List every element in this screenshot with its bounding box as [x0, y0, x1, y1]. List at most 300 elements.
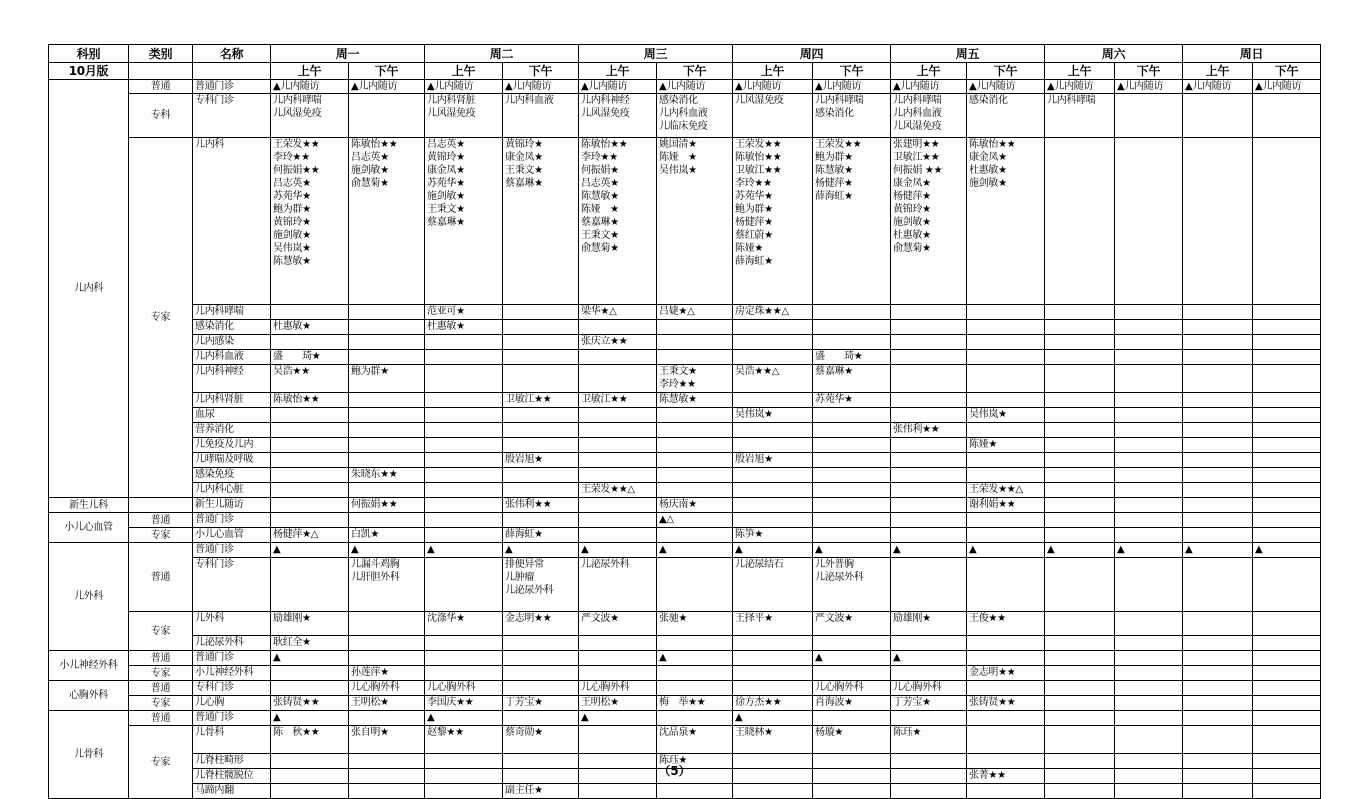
schedule-cell: [1045, 453, 1115, 468]
schedule-cell: [1115, 423, 1183, 438]
schedule-cell: [967, 711, 1045, 726]
header-row: [49, 45, 1321, 63]
schedule-cell: 儿泌尿结石: [733, 558, 813, 612]
schedule-cell: 儿泌尿外科: [579, 558, 657, 612]
schedule-cell: [813, 666, 891, 681]
header-day: 周五: [891, 45, 1045, 63]
schedule-cell: [579, 784, 657, 799]
clinic-name: 儿心胸: [193, 696, 271, 711]
clinic-name: 普通门诊: [193, 543, 271, 558]
schedule-cell: [657, 483, 733, 498]
clinic-name: 小儿神经外科: [193, 666, 271, 681]
schedule-cell: [967, 393, 1045, 408]
schedule-cell: [1253, 468, 1321, 483]
schedule-cell: [1253, 138, 1321, 305]
schedule-cell: [425, 666, 503, 681]
schedule-cell: [813, 335, 891, 350]
schedule-cell: 张建明★★ 卫敏江★★ 何振娟 ★★ 康金凤★ 杨健萍★ 黄锦玲★ 施剑敏★ 杜惠敏★ 俞慧菊★: [891, 138, 967, 305]
schedule-cell: ▲: [503, 543, 579, 558]
schedule-row: [49, 453, 1321, 468]
schedule-cell: ▲: [1183, 543, 1253, 558]
schedule-cell: [891, 408, 967, 423]
schedule-cell: 吴浩★★: [271, 365, 349, 393]
schedule-cell: [579, 365, 657, 393]
schedule-cell: [967, 468, 1045, 483]
schedule-cell: [967, 681, 1045, 696]
schedule-cell: [425, 393, 503, 408]
pm-label: 下午: [813, 63, 891, 80]
schedule-cell: 陈敏怡★★: [271, 393, 349, 408]
schedule-cell: [657, 423, 733, 438]
schedule-cell: ▲: [1253, 543, 1321, 558]
schedule-row: [49, 636, 1321, 651]
schedule-cell: [271, 453, 349, 468]
schedule-cell: 陈 秋★★: [271, 726, 349, 754]
schedule-cell: [503, 636, 579, 651]
header-day: 周四: [733, 45, 891, 63]
am-label: 上午: [271, 63, 349, 80]
clinic-name: 儿内科神经: [193, 365, 271, 393]
schedule-cell: [1115, 393, 1183, 408]
schedule-cell: [1183, 138, 1253, 305]
schedule-cell: [1183, 320, 1253, 335]
schedule-cell: [967, 784, 1045, 799]
schedule-row: [49, 513, 1321, 528]
schedule-cell: [503, 335, 579, 350]
schedule-cell: [1045, 365, 1115, 393]
schedule-cell: [1183, 612, 1253, 636]
schedule-cell: ▲: [891, 543, 967, 558]
schedule-cell: [1045, 612, 1115, 636]
schedule-cell: [891, 528, 967, 543]
category-cell: 专家: [129, 528, 193, 543]
schedule-cell: [1045, 408, 1115, 423]
schedule-cell: [579, 666, 657, 681]
clinic-name: 儿免疫及儿内: [193, 438, 271, 453]
schedule-cell: [579, 513, 657, 528]
schedule-cell: 金志明★★: [503, 612, 579, 636]
schedule-cell: [967, 423, 1045, 438]
schedule-cell: [1183, 438, 1253, 453]
schedule-cell: [503, 320, 579, 335]
schedule-cell: 王晓林★: [733, 726, 813, 754]
schedule-cell: [657, 784, 733, 799]
schedule-cell: [733, 651, 813, 666]
schedule-row: [49, 350, 1321, 365]
schedule-cell: [425, 558, 503, 612]
schedule-cell: [1115, 365, 1183, 393]
schedule-cell: [1183, 498, 1253, 513]
category-cell: 普通: [129, 681, 193, 696]
schedule-cell: [1253, 393, 1321, 408]
schedule-cell: [967, 453, 1045, 468]
pm-label: 下午: [967, 63, 1045, 80]
clinic-name: 儿哮喘及呼吸: [193, 453, 271, 468]
clinic-name: 儿内感染: [193, 335, 271, 350]
am-label: 上午: [579, 63, 657, 80]
schedule-cell: [1183, 94, 1253, 138]
category-cell: 普通: [129, 513, 193, 528]
schedule-cell: [813, 498, 891, 513]
schedule-cell: [1183, 696, 1253, 711]
schedule-cell: [967, 365, 1045, 393]
am-label: 上午: [1183, 63, 1253, 80]
schedule-row: [49, 365, 1321, 393]
schedule-cell: [579, 408, 657, 423]
schedule-cell: ▲: [271, 543, 349, 558]
schedule-cell: 赵黎★★: [425, 726, 503, 754]
schedule-cell: 金志明★★: [967, 666, 1045, 681]
clinic-name: 儿内科肾脏: [193, 393, 271, 408]
schedule-cell: 杜惠敏★: [425, 320, 503, 335]
schedule-cell: ▲: [657, 543, 733, 558]
schedule-cell: [349, 350, 425, 365]
schedule-cell: [271, 558, 349, 612]
schedule-cell: [1045, 696, 1115, 711]
schedule-cell: 孙莲萍★: [349, 666, 425, 681]
schedule-cell: ▲: [733, 711, 813, 726]
schedule-cell: [1183, 711, 1253, 726]
schedule-cell: [1183, 365, 1253, 393]
schedule-cell: [1183, 784, 1253, 799]
schedule-cell: 范亚可★: [425, 305, 503, 320]
clinic-name: 儿脊柱髋脱位: [193, 769, 271, 784]
schedule-cell: [1253, 365, 1321, 393]
schedule-cell: [503, 651, 579, 666]
schedule-cell: [579, 468, 657, 483]
schedule-cell: 梅 举★★: [657, 696, 733, 711]
schedule-cell: [1045, 711, 1115, 726]
schedule-cell: [1115, 335, 1183, 350]
schedule-cell: 徐方杰★★: [733, 696, 813, 711]
schedule-cell: ▲: [425, 711, 503, 726]
schedule-cell: [579, 320, 657, 335]
schedule-cell: [733, 350, 813, 365]
category-cell: 专家: [129, 696, 193, 711]
schedule-cell: 卫敏江★★: [579, 393, 657, 408]
schedule-cell: [1115, 468, 1183, 483]
schedule-cell: [579, 726, 657, 754]
pm-label: 下午: [657, 63, 733, 80]
header-category: 类别: [129, 45, 193, 63]
schedule-cell: [1115, 498, 1183, 513]
schedule-cell: [349, 94, 425, 138]
schedule-cell: [1253, 335, 1321, 350]
schedule-cell: [1183, 423, 1253, 438]
schedule-cell: [967, 513, 1045, 528]
schedule-cell: [1115, 726, 1183, 754]
schedule-cell: 张伟利★★: [503, 498, 579, 513]
schedule-cell: [503, 666, 579, 681]
schedule-cell: [1253, 711, 1321, 726]
schedule-row: [49, 408, 1321, 423]
schedule-cell: [1183, 468, 1253, 483]
subheader-row: [49, 63, 1321, 80]
schedule-cell: 陈敏怡★★ 李玲★★ 何振娟★ 吕志英★ 陈慧敏★ 陈娅 ★ 蔡嘉琳★ 王秉文★ 俞慧菊★: [579, 138, 657, 305]
schedule-cell: [579, 498, 657, 513]
schedule-cell: [271, 513, 349, 528]
schedule-cell: [891, 350, 967, 365]
schedule-cell: [1253, 784, 1321, 799]
schedule-cell: ▲儿内随访: [271, 80, 349, 94]
schedule-cell: [1045, 438, 1115, 453]
clinic-name: 普通门诊: [193, 513, 271, 528]
schedule-cell: ▲儿内随访: [503, 80, 579, 94]
schedule-cell: 儿内科哮喘: [1045, 94, 1115, 138]
schedule-cell: [349, 513, 425, 528]
schedule-cell: [657, 468, 733, 483]
version-label: 10月版: [49, 63, 129, 80]
schedule-cell: [1115, 666, 1183, 681]
schedule-row: [49, 681, 1321, 696]
pm-label: 下午: [349, 63, 425, 80]
schedule-cell: [503, 408, 579, 423]
schedule-cell: 李国庆★★: [425, 696, 503, 711]
schedule-row: [49, 528, 1321, 543]
header-day: 周日: [1183, 45, 1321, 63]
dept-ernei: 儿内科: [49, 80, 129, 498]
schedule-cell: 儿心胸外科: [891, 681, 967, 696]
schedule-cell: [967, 726, 1045, 754]
schedule-cell: [349, 651, 425, 666]
header-day: 周二: [425, 45, 579, 63]
schedule-cell: [1253, 651, 1321, 666]
schedule-cell: [657, 711, 733, 726]
schedule-row: [49, 558, 1321, 612]
schedule-cell: [503, 365, 579, 393]
schedule-cell: 感染消化: [967, 94, 1045, 138]
schedule-cell: 王择平★: [733, 612, 813, 636]
schedule-cell: [503, 305, 579, 320]
schedule-cell: [733, 320, 813, 335]
schedule-cell: [891, 666, 967, 681]
schedule-cell: [1115, 483, 1183, 498]
clinic-name: 小儿心血管: [193, 528, 271, 543]
schedule-cell: ▲: [425, 543, 503, 558]
schedule-cell: 白凯★: [349, 528, 425, 543]
schedule-cell: 房定珠★★△: [733, 305, 813, 320]
schedule-row: [49, 94, 1321, 138]
schedule-cell: [1183, 681, 1253, 696]
schedule-cell: [967, 305, 1045, 320]
schedule-cell: ▲: [891, 651, 967, 666]
clinic-name: 普通门诊: [193, 80, 271, 94]
schedule-cell: [425, 784, 503, 799]
schedule-cell: 张庆立★★: [579, 335, 657, 350]
schedule-cell: 严文波★: [813, 612, 891, 636]
schedule-cell: 沈品泉★: [657, 726, 733, 754]
schedule-cell: [425, 453, 503, 468]
clinic-name: 儿内科血液: [193, 350, 271, 365]
schedule-cell: [1045, 335, 1115, 350]
schedule-cell: [813, 784, 891, 799]
schedule-cell: 丁芳宝★: [503, 696, 579, 711]
schedule-cell: 王明松★: [349, 696, 425, 711]
blank-cell: [193, 63, 271, 80]
schedule-cell: ▲: [657, 651, 733, 666]
schedule-cell: [425, 636, 503, 651]
schedule-cell: [1115, 408, 1183, 423]
schedule-cell: [1253, 483, 1321, 498]
schedule-cell: [425, 513, 503, 528]
header-name: 名称: [193, 45, 271, 63]
schedule-cell: [425, 528, 503, 543]
schedule-cell: [425, 438, 503, 453]
clinic-name: 专科门诊: [193, 681, 271, 696]
schedule-cell: [1045, 513, 1115, 528]
schedule-cell: [349, 612, 425, 636]
schedule-cell: [813, 305, 891, 320]
page-number: （5）: [658, 764, 691, 778]
schedule-cell: [1045, 350, 1115, 365]
schedule-cell: [1115, 320, 1183, 335]
schedule-cell: [1045, 636, 1115, 651]
schedule-cell: [1183, 636, 1253, 651]
schedule-cell: 杨璇★: [813, 726, 891, 754]
category-cell: 普通: [129, 543, 193, 612]
clinic-name: 儿泌尿外科: [193, 636, 271, 651]
schedule-row: [49, 666, 1321, 681]
schedule-cell: 王荣发★★△: [967, 483, 1045, 498]
schedule-cell: [1253, 408, 1321, 423]
schedule-cell: 儿心胸外科: [579, 681, 657, 696]
schedule-cell: [1045, 726, 1115, 754]
dept-ortho: 儿骨科: [49, 711, 129, 799]
schedule-cell: [349, 453, 425, 468]
dept-surgery: 儿外科: [49, 543, 129, 651]
schedule-cell: [1115, 636, 1183, 651]
header-day: 周六: [1045, 45, 1183, 63]
schedule-cell: [813, 453, 891, 468]
schedule-cell: ▲: [579, 543, 657, 558]
schedule-cell: 感染消化 儿内科血液 儿临床免疫: [657, 94, 733, 138]
schedule-cell: [1183, 558, 1253, 612]
schedule-cell: [1045, 666, 1115, 681]
schedule-cell: 朱晓东★★: [349, 468, 425, 483]
schedule-cell: [349, 408, 425, 423]
schedule-cell: ▲儿内随访: [349, 80, 425, 94]
schedule-cell: [579, 636, 657, 651]
schedule-cell: [503, 681, 579, 696]
schedule-cell: [813, 408, 891, 423]
schedule-cell: [1045, 320, 1115, 335]
clinic-name: 儿外科: [193, 612, 271, 636]
schedule-cell: [503, 438, 579, 453]
schedule-cell: [657, 666, 733, 681]
schedule-cell: 陈慧敏★: [657, 393, 733, 408]
schedule-cell: [657, 636, 733, 651]
schedule-cell: 儿外普胸 儿泌尿外科: [813, 558, 891, 612]
schedule-cell: [425, 498, 503, 513]
schedule-cell: [1253, 305, 1321, 320]
schedule-cell: 张菁★★: [967, 769, 1045, 784]
schedule-cell: [1253, 612, 1321, 636]
clinic-name: 儿内科哮喘: [193, 305, 271, 320]
schedule-cell: 吴伟岚★: [733, 408, 813, 423]
schedule-cell: [271, 305, 349, 320]
schedule-cell: 杨健萍★△: [271, 528, 349, 543]
schedule-cell: 儿心胸外科: [813, 681, 891, 696]
schedule-cell: ▲: [967, 543, 1045, 558]
schedule-cell: 儿漏斗鸡胸 儿肝胆外科: [349, 558, 425, 612]
schedule-cell: 鲍为群★: [349, 365, 425, 393]
schedule-cell: ▲儿内随访: [813, 80, 891, 94]
schedule-row: [49, 320, 1321, 335]
schedule-cell: [891, 468, 967, 483]
schedule-cell: 吕志英★ 黄锦玲★ 康金凤★ 苏苑华★ 施剑敏★ 王秉文★ 蔡嘉琳★: [425, 138, 503, 305]
schedule-cell: [1045, 784, 1115, 799]
category-cell: 专家: [129, 612, 193, 651]
schedule-cell: 陈娅★: [967, 438, 1045, 453]
schedule-cell: [967, 651, 1045, 666]
schedule-cell: 王荣发★★ 鲍为群★ 陈慧敏★ 杨健萍★ 薛海虹★: [813, 138, 891, 305]
schedule-cell: [1183, 408, 1253, 423]
dept-neuro-surgery: 小儿神经外科: [49, 651, 129, 681]
schedule-cell: 杜惠敏★: [271, 320, 349, 335]
header-day: 周一: [271, 45, 425, 63]
schedule-cell: [1115, 350, 1183, 365]
schedule-cell: [733, 468, 813, 483]
schedule-cell: [425, 483, 503, 498]
schedule-cell: [425, 335, 503, 350]
category-cell: 专家: [129, 726, 193, 799]
schedule-cell: 吴伟岚★: [967, 408, 1045, 423]
schedule-cell: ▲儿内随访: [657, 80, 733, 94]
schedule-cell: [1045, 498, 1115, 513]
schedule-cell: [271, 784, 349, 799]
clinic-name: 血尿: [193, 408, 271, 423]
schedule-cell: [733, 681, 813, 696]
schedule-cell: [1253, 423, 1321, 438]
schedule-cell: 丁芳宝★: [891, 696, 967, 711]
schedule-cell: [425, 408, 503, 423]
schedule-cell: [733, 784, 813, 799]
schedule-cell: ▲: [271, 711, 349, 726]
schedule-cell: 薛海虹★: [503, 528, 579, 543]
schedule-cell: [425, 365, 503, 393]
schedule-cell: [733, 483, 813, 498]
clinic-name: 营养消化: [193, 423, 271, 438]
schedule-cell: [891, 558, 967, 612]
schedule-cell: [733, 666, 813, 681]
schedule-cell: 黄锦玲★ 康金凤★ 王秉文★ 蔡嘉琳★: [503, 138, 579, 305]
schedule-cell: [657, 408, 733, 423]
clinic-name: 感染消化: [193, 320, 271, 335]
category-cell: [129, 498, 193, 513]
schedule-cell: [891, 636, 967, 651]
schedule-cell: [1183, 513, 1253, 528]
dept-cardio: 小儿心血管: [49, 513, 129, 543]
schedule-cell: [1253, 453, 1321, 468]
schedule-cell: [349, 320, 425, 335]
schedule-cell: 儿内科哮喘 儿内科血液 儿风湿免疫: [891, 94, 967, 138]
dept-chest-surgery: 心胸外科: [49, 681, 129, 711]
schedule-cell: [967, 558, 1045, 612]
schedule-table: [48, 44, 1321, 799]
schedule-cell: [1115, 651, 1183, 666]
schedule-cell: 副主任★: [503, 784, 579, 799]
schedule-cell: 排便异常 儿肿瘤 儿泌尿外科: [503, 558, 579, 612]
schedule-cell: 陈珏★: [657, 754, 733, 769]
schedule-cell: [891, 453, 967, 468]
schedule-cell: 王秉文★ 李玲★★: [657, 365, 733, 393]
schedule-row: [49, 335, 1321, 350]
schedule-cell: ▲: [1045, 543, 1115, 558]
schedule-cell: [503, 468, 579, 483]
schedule-cell: 王明松★: [579, 696, 657, 711]
am-label: 上午: [733, 63, 813, 80]
schedule-cell: ▲△: [657, 513, 733, 528]
